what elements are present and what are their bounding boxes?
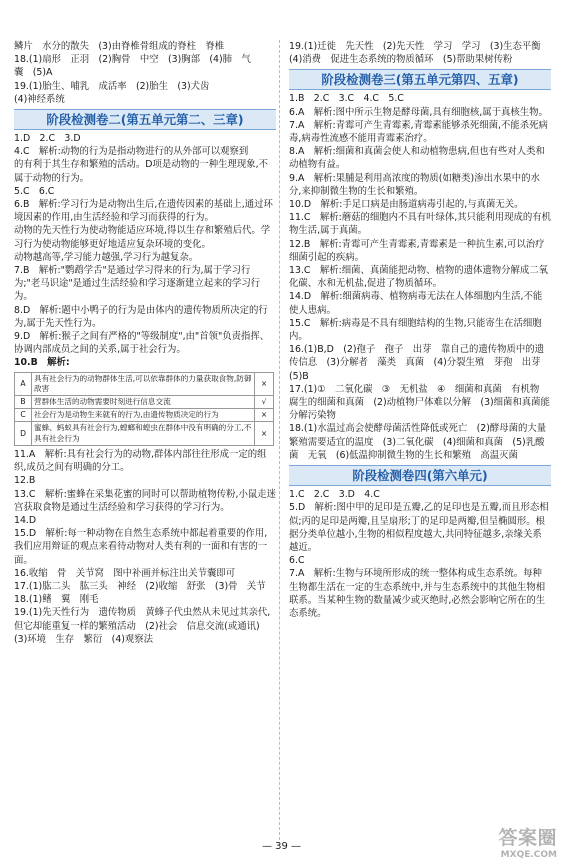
answer-line: 11.A 解析:具有社会行为的动物,群体内部往往形成一定的组织,成员之间有明确的分工。: [14, 448, 267, 474]
option-key: A: [15, 372, 32, 395]
answer-line: 18.(1)鳍 翼 刚毛: [14, 594, 99, 606]
option-text: 具有社会行为的动物群体生活,可以依靠群体的力量获取食物,防御敌害: [32, 372, 255, 395]
answer-line: 的有利于其生存和繁殖的活动。D项是动物的一种生理现象,不属于动物的行为。: [14, 159, 268, 184]
answer-line: 14.D 解析:细菌病毒、植物病毒无法在人体细胞内生活,不能使人患病。: [289, 291, 543, 316]
option-key: C: [15, 409, 32, 422]
answer-line: 1.C 2.C 3.D 4.C: [289, 489, 380, 501]
section-2-answers: [14, 132, 276, 356]
answer-line: 1.B 2.C 3.C 4.C 5.C: [289, 93, 404, 105]
right-top-answers: [289, 40, 551, 66]
option-mark: ×: [255, 372, 274, 395]
watermark-url: MXQE.COM: [500, 850, 557, 860]
column-divider: [279, 40, 280, 840]
answer-line: 8.A 解析:细菌和真菌会使人和动植物患病,但也有些对人类和动植物有益。: [289, 146, 545, 171]
answer-line: 7.A 解析:青霉可产生青霉素,青霉素能够杀死细菌,不能杀死病毒,病毒性流感不能用青霉素治疗。: [289, 119, 548, 145]
answer-line: 6.C: [289, 555, 305, 567]
table-row: [15, 396, 274, 409]
answer-line: 13.C 解析:蜜蜂在采集花蜜的同时可以帮助植物传粉,小鼠走迷宫获取食物是通过生活经验和学习获得的学习行为。: [14, 488, 276, 513]
answer-line: 1.D 2.C 3.D: [14, 133, 81, 145]
option-mark: ×: [255, 409, 274, 422]
answer-line: 12.B 解析:青霉可产生青霉素,青霉素是一种抗生素,可以治疗细菌引起的疾病。: [289, 238, 545, 263]
section-title-4: 阶段检测卷四(第六单元): [289, 465, 551, 486]
answer-line: 7.A 解析:生物与环境所形成的统一整体构成生态系统。每种生物都生活在一定的生态系统中,并与生态系统中的其他生物相联系。当某种生物的数量减少或灭绝时,必然会影响它所在的生态系统。: [289, 568, 546, 619]
option-key: D: [15, 422, 32, 445]
answer-line: 15.D 解析:每一种动物在自然生态系统中都起着重要的作用,我们应用辩证的观点来看待动物对人类有利的一面和有害的一面。: [14, 528, 268, 566]
answer-line: 12.B: [14, 475, 36, 487]
section-2-answers-cont: [14, 448, 276, 646]
answer-line: 4.C 解析:动物的行为是指动物进行的从外部可以观察到: [14, 146, 249, 158]
watermark-logo: [498, 823, 557, 860]
option-text: 蜜蜂、蚂蚁具有社会行为,螳螂和蝗虫在群体中没有明确的分工,不具有社会行为: [32, 422, 255, 445]
answer-line: 囊 (5)A: [14, 67, 53, 79]
answer-line: 16.收缩 骨 关节窝 图中补画并标注出关节囊即可: [14, 567, 236, 579]
answer-line: 5.C 6.C: [14, 185, 55, 197]
answer-line: 17.(1)肱二头 肱三头 神经 (2)收缩 舒张 (3)骨 关节: [14, 580, 266, 592]
option-key: B: [15, 396, 32, 409]
q10-option-table: [14, 372, 274, 446]
answer-line: 10.D 解析:手足口病是由肠道病毒引起的,与真菌无关。: [289, 199, 524, 211]
answer-line: 鳞片 水分的散失 (3)由脊椎骨组成的脊柱 脊椎: [14, 41, 225, 52]
answer-line: 9.A 解析:果脯是利用高浓度的物质(如糖类)渗出水果中的水分,来抑制微生物的生长和繁殖。: [289, 172, 540, 197]
option-text: 营群体生活的动物需要时刻进行信息交流: [32, 396, 255, 409]
table-row: [15, 422, 274, 445]
watermark-text: 答案圈: [498, 827, 557, 849]
answer-line: 动物越高等,学习能力越强,学习行为越复杂。: [14, 251, 199, 263]
answer-line: 16.(1)B,D (2)孢子 孢子 出芽 靠自己的遗传物质中的遗传信息 (3)分解者 藻类 真菌 (4)分裂生殖 芽孢 出芽 (5)B: [289, 344, 550, 382]
table-row: [15, 372, 274, 395]
answer-line: 19.(1)胎生、哺乳 成活率 (2)胎生 (3)犬齿: [14, 80, 210, 92]
answer-line: 5.D 解析:图中甲的足印是五瓣,乙的足印也是五瓣,而且形态相似;丙的足印是两瓣,且呈扇形;丁的足印是两瓣,但呈椭圆形。根据分类单位越小,生物的相似程度越大,共同特征越多,亲缘关系越近。: [289, 502, 549, 553]
table-row: [15, 409, 274, 422]
section-title-3: 阶段检测卷三(第五单元第四、五章): [289, 69, 551, 90]
answer-line: 19.(1)先天性行为 遗传物质 黄蜂子代虫然从未见过其亲代,但它却能重复一样的繁殖活动 (2)社会 信息交流(或通讯) (3)环境 生存 繁衍 (4)观察法: [14, 607, 271, 645]
answer-line: 11.C 解析:蘑菇的细胞内不具有叶绿体,其只能利用现成的有机物生活,属于真菌。: [289, 212, 551, 237]
answer-line: 动物的先天性行为使动物能适应环境,得以生存和繁殖后代。学习行为使动物能够更好地适应复杂环境的变化。: [14, 225, 271, 250]
option-mark: ×: [255, 422, 274, 445]
answer-line: 15.C 解析:病毒是不具有细胞结构的生物,只能寄生在活细胞内。: [289, 317, 542, 343]
answer-line: 19.(1)迁徙 先天性 (2)先天性 学习 学习 (3)生态平衡 (4)消费 促进生态系统的物质循环 (5)帮助果树传粉: [289, 41, 551, 66]
answer-line: 6.B 解析:学习行为是动物出生后,在遗传因素的基础上,通过环境因素的作用,由生活经验和学习而获得的行为。: [14, 199, 273, 224]
q10-label: 10.B 解析:: [14, 357, 70, 369]
answer-line: 8.D 解析:题中小鸭子的行为是由体内的遗传物质所决定的行为,属于先天性行为。: [14, 304, 268, 329]
page-number: — 39 —: [261, 841, 302, 852]
answer-line: 17.(1)① 二氧化碳 ③ 无机盐 ④ 细菌和真菌 有机物 腐生的细菌和真菌 (2)动植物尸体难以分解 (3)细菌和真菌能分解污染物: [289, 383, 550, 422]
option-text: 社会行为是动物生来就有的行为,由遗传物质决定的行为: [32, 409, 255, 422]
answer-line: 7.B 解析:"鹦鹉学舌"是通过学习得来的行为,属于学习行为;"老马识途"是通过生活经验和学习逐渐建立起来的学习行为。: [14, 265, 261, 303]
answer-line: 13.C 解析:细菌、真菌能把动物、植物的遗体遗物分解成二氧化碳、水和无机盐,促进了物质循环。: [289, 265, 548, 290]
right-column: [289, 40, 551, 620]
left-column: [14, 40, 276, 646]
answer-line: 6.A 解析:图中所示生物是酵母菌,具有细胞核,属于真核生物。: [289, 106, 548, 118]
option-mark: √: [255, 396, 274, 409]
section-3-answers: [289, 92, 551, 462]
answer-line: (4)神经系统: [14, 93, 65, 105]
answer-line: 18.(1)水温过高会使酵母菌活性降低或死亡 (2)酵母菌的大量繁殖需要适宜的温度 (3)二氧化碳 (4)细菌和真菌 (5)乳酸菌 无氧 (6)低温抑制微生物的生长和繁殖 高温灭菌: [289, 423, 547, 461]
answer-line: 18.(1)扇形 正羽 (2)胸骨 中空 (3)胸部 (4)肺 气: [14, 54, 251, 66]
answer-line: 9.D 解析:猴子之间有严格的"等级制度",由"首领"负责指挥、协调内部成员之间的关系,属于社会行为。: [14, 331, 270, 356]
section-title-2: 阶段检测卷二(第五单元第二、三章): [14, 109, 276, 130]
left-top-answers: [14, 40, 276, 106]
section-4-answers: [289, 488, 551, 620]
answer-line: 14.D: [14, 514, 37, 526]
